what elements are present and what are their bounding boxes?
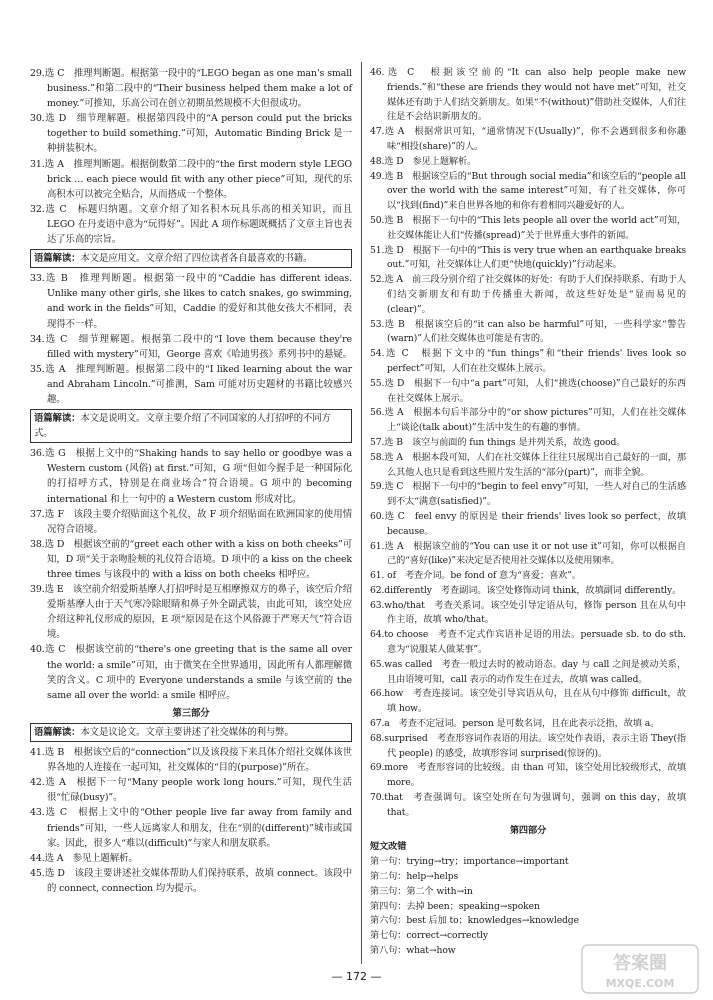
answer-item: 69.more 考查形容词的比较级。由 than 可知，该空处用比较级形式，故填 more。 xyxy=(370,762,686,789)
right-column xyxy=(370,66,686,959)
answer-item: 56.选 A 根据本句后半部分中的“or show pictures”可知，人们在社交媒体上“谈论(talk about)”生活中发生的有趣的事情。 xyxy=(370,407,686,434)
passage-note-text: 本文是应用文。文章介绍了四位读者各自最喜欢的书籍。 xyxy=(80,253,313,265)
section-heading: 第四部分 xyxy=(509,824,547,836)
answer-item: 65.was called 考查一般过去时的被动语态。day 与 call 之间是被动关系，且由语境可知，call 表示的动作发生在过去，故填 was called。 xyxy=(370,658,686,685)
answer-item: 66.how 考查连接词。该空处引导宾语从句，且在从句中修饰 difficult，故填 how。 xyxy=(370,688,686,715)
page-number: — 172 — xyxy=(331,970,382,983)
answer-item: 29.选 C 推理判断题。根据第一段中的“LEGO began as one man's small business.”和第二段中的“Their business helped them make a lot of money.”可推知，乐高公司在创立初期虽然规模不大但很成功。 xyxy=(30,68,352,110)
answer-item: 32.选 C 标题归纳题。文章介绍了知名积木玩具乐高的相关知识，而且 LEGO 在丹麦语中意为“玩得好”。因此 A 项作标题既概括了文章主旨也表达了乐高的宗旨。 xyxy=(30,203,352,246)
answer-item: 60.选 C feel envy 的原因是 their friends' lives look so perfect，故填 because。 xyxy=(370,510,686,537)
answer-item: 68.surprised 考查形容词作表语的用法。该空处作表语，表示主语 They(指代 people) 的感受，故填形容词 surprised(惊讶的)。 xyxy=(370,732,686,759)
answer-item: 45.选 D 该段主要讲述社交媒体帮助人们保持联系，故填 connect。该段中的 connect, connection 均为提示。 xyxy=(30,867,352,894)
watermark-logo xyxy=(581,944,699,994)
passage-note xyxy=(30,249,352,268)
answer-item: 61. of 考查介词。be fond of 意为“喜爱；喜欢”。 xyxy=(370,570,581,582)
answer-item: 49.选 B 根据该空后的“But through social media”和该空后的“people all over the world with the same interest”可知，有了社交媒体，你可以“找到(find)”来自世界各地的和你有着相同兴趣爱好的人。 xyxy=(370,170,686,212)
answer-item: 57.选 B 该空与前面的 fun things 是并列关系，故选 good。 xyxy=(370,436,626,448)
left-column xyxy=(30,66,352,896)
answer-item: 67.a 考查不定冠词。person 是可数名词，且在此表示泛指，故填 a。 xyxy=(370,718,660,730)
answer-item: 36.选 G 根据上文中的“Shaking hands to say hello or goodbye was a Western custom (风俗) at first.”可知，G 项“但如今握手是一种国际化的打招呼方式，特别是在商业场合”符合语境。G 项中的 becoming international 和上一句中的 a Western custom 形成对比。 xyxy=(30,448,352,505)
correction-line: 第七句：correct→correctly xyxy=(370,930,488,942)
correction-line: 第一句：trying→try；importance→important xyxy=(370,856,569,868)
answer-item: 70.that 考查强调句。该空处所在句为强调句，强调 on this day，故填 that。 xyxy=(370,792,686,818)
section-heading: 第三部分 xyxy=(172,707,210,719)
answer-item: 42.选 A 根据下一句“Many people work long hours.”可知，现代生活很“忙碌(busy)”。 xyxy=(30,777,352,804)
passage-note-label: 语篇解读： xyxy=(34,413,81,425)
subsection-heading: 短文改错 xyxy=(370,841,407,853)
answer-item: 50.选 B 根据下一句中的“This lets people all over the world act”可知，社交媒体能让人们“传播(spread)”关于世界重大事件的新闻。 xyxy=(370,214,686,241)
answer-item: 37.选 F 该段主要介绍贴面这个礼仪，故 F 项介绍贴面在欧洲国家的使用情况符合语境。 xyxy=(30,508,352,535)
watermark-line2: MXQE.COM xyxy=(605,977,675,990)
answer-item: 62.differently 考查副词。该空处修饰动词 think，故填副词 differently。 xyxy=(370,584,682,596)
answer-item: 51.选 D 根据下一句中的“This is very true when an earthquake breaks out.”可知，社交媒体让人们更“快地(quickly)”行动起来。 xyxy=(370,244,686,271)
answer-item: 39.选 E 该空前介绍爱斯基摩人打招呼时是互相摩擦双方的鼻子，该空后介绍爱斯基摩人由于天气寒冷除眼睛和鼻子外全副武装，由此可知，该空处应介绍这种礼仪形成的原因，E 项“原因是在这个风俗源于严寒天气”符合语境。 xyxy=(30,584,352,641)
passage-note xyxy=(30,723,352,742)
correction-line: 第六句：best 后加 to；knowledges→knowledge xyxy=(370,915,579,927)
answer-item: 54.选 C 根据下文中的“fun things”和“their friends' lives look so perfect”可知，人们在社交媒体上展示。 xyxy=(370,348,686,374)
passage-note-text: 本文是议论文。文章主要讲述了社交媒体的利与弊。 xyxy=(80,726,294,738)
answer-item: 63.who/that 考查关系词。该空处引导定语从句，修饰 person 且在从句中作主语，故填 who/that。 xyxy=(370,599,686,626)
answer-item: 30.选 D 细节理解题。根据第四段中的“A person could put the bricks together to build something.”可知，Automatic Binding Brick 是一种拼装积木。 xyxy=(30,113,352,155)
correction-line: 第四句：去掉 been；speaking→spoken xyxy=(370,900,540,912)
answer-item: 64.to choose 考查不定式作宾语补足语的用法。persuade sb. to do sth. 意为“说服某人做某事”。 xyxy=(370,629,686,656)
answer-item: 34.选 C 细节理解题。根据第二段中的“I love them because they're filled with mystery”可知，George 喜欢《哈迪男孩》系列书中的悬疑。 xyxy=(30,333,352,360)
answer-item: 48.选 D 参见上题解析。 xyxy=(370,155,477,167)
answer-item: 38.选 D 根据该空前的“greet each other with a kiss on both cheeks”可知，D 项“关于亲吻脸颊的礼仪符合语境。D 项中的 a kiss on the cheek three times 与该段中的 with a kiss on both cheeks 相呼应。 xyxy=(30,538,352,580)
correction-line: 第八句：what→how xyxy=(370,945,456,957)
passage-note-label: 语篇解读： xyxy=(34,726,81,738)
answer-item: 61.选 A 根据该空前的“You can use it or not use it”可知，你可以根据自己的“喜好(like)”来决定是否使用社交媒体以及使用频率。 xyxy=(370,540,686,567)
passage-note-label: 语篇解读： xyxy=(34,253,81,265)
correction-line: 第二句：help→helps xyxy=(370,871,459,883)
answer-item: 44.选 A 参见上题解析。 xyxy=(30,852,138,864)
answer-item: 41.选 B 根据该空后的“connection”以及该段接下来具体介绍社交媒体该世界各地的人连接在一起可知，社交媒体的“目的(purpose)”所在。 xyxy=(30,747,352,774)
answer-item: 35.选 A 推理判断题。根据第二段中的“I liked learning about the war and Abraham Lincoln.”可推测，Sam 可能对历史题材的书籍比较感兴趣。 xyxy=(30,363,352,405)
answer-item: 31.选 A 推理判断题。根据倒数第二段中的“the first modern style LEGO brick … each piece would fit with any other piece”可知，现代的乐高积木可以被完全贴合，从而搭成一个整体。 xyxy=(30,158,352,200)
passage-note xyxy=(30,409,352,443)
answer-item: 40.选 C 根据该空前的“there's one greeting that is the same all over the world: a smile”可知，由于微笑在全世界通用，因此所有人都理解微笑的含义。C 项中的 Everyone understands a smile 与该空前的 the same all over the world: a smile 相呼应。 xyxy=(30,644,352,701)
answer-item: 52.选 A 前三段分别介绍了社交媒体的好处：有助于人们保持联系、有助于人们结交新朋友和有助于传播重大新闻，故这些好处是“显而易见的(clear)”。 xyxy=(370,274,686,315)
answer-item: 53.选 B 根据该空后的“it can also be harmful”可知，一些科学家“警告(warn)”人们社交媒体也可能是有害的。 xyxy=(370,318,686,345)
answer-item: 33.选 B 推理判断题。根据第一段中的“Caddie has different ideas. Unlike many other girls, she likes to catch snakes, go swimming, and work in the fields”可知，Caddie 的爱好和其他女孩大不相同，表现得不一样。 xyxy=(30,273,352,330)
answer-item: 46.选 C 根据该空前的“It can also help people make new friends.”和“these are friends they would not have met”可知，社交媒体还有助于人们结交新朋友。如果“不(without)”借助社交媒体，人们往往是不会结识新朋友的。 xyxy=(370,67,686,123)
correction-line: 第三句：第二个 with→in xyxy=(370,885,473,897)
answer-item: 43.选 C 根据上文中的“Other people live far away from family and friends”可知，一些人远离家人和朋友，住在“别的(different)”城市或国家。因此，很多人“难以(difficult)”与家人和朋友联系。 xyxy=(30,807,352,849)
passage-note-text: 本文是说明文。文章主要介绍了不同国家的人打招呼的不同方式。 xyxy=(34,413,331,440)
answer-item: 47.选 A 根据常识可知，“通常情况下(Usually)”，你不会遇到很多和你趣味“相投(share)”的人。 xyxy=(370,126,686,152)
column-divider xyxy=(361,62,362,964)
answer-item: 55.选 D 根据下一句中“a part”可知，人们“挑选(choose)”自己最好的东西在社交媒体上展示。 xyxy=(370,377,686,404)
answer-item: 58.选 A 根据本段可知，人们在社交媒体上往往只展现出自己最好的一面，那么其他人也只是看到这些照片发生活的“部分(part)”，而非全貌。 xyxy=(370,451,686,478)
answer-item: 59.选 C 根据下一句中的“begin to feel envy”可知，一些人对自己的生活感到不太“满意(satisfied)”。 xyxy=(370,481,686,508)
watermark-line1: 答案圈 xyxy=(613,953,667,974)
